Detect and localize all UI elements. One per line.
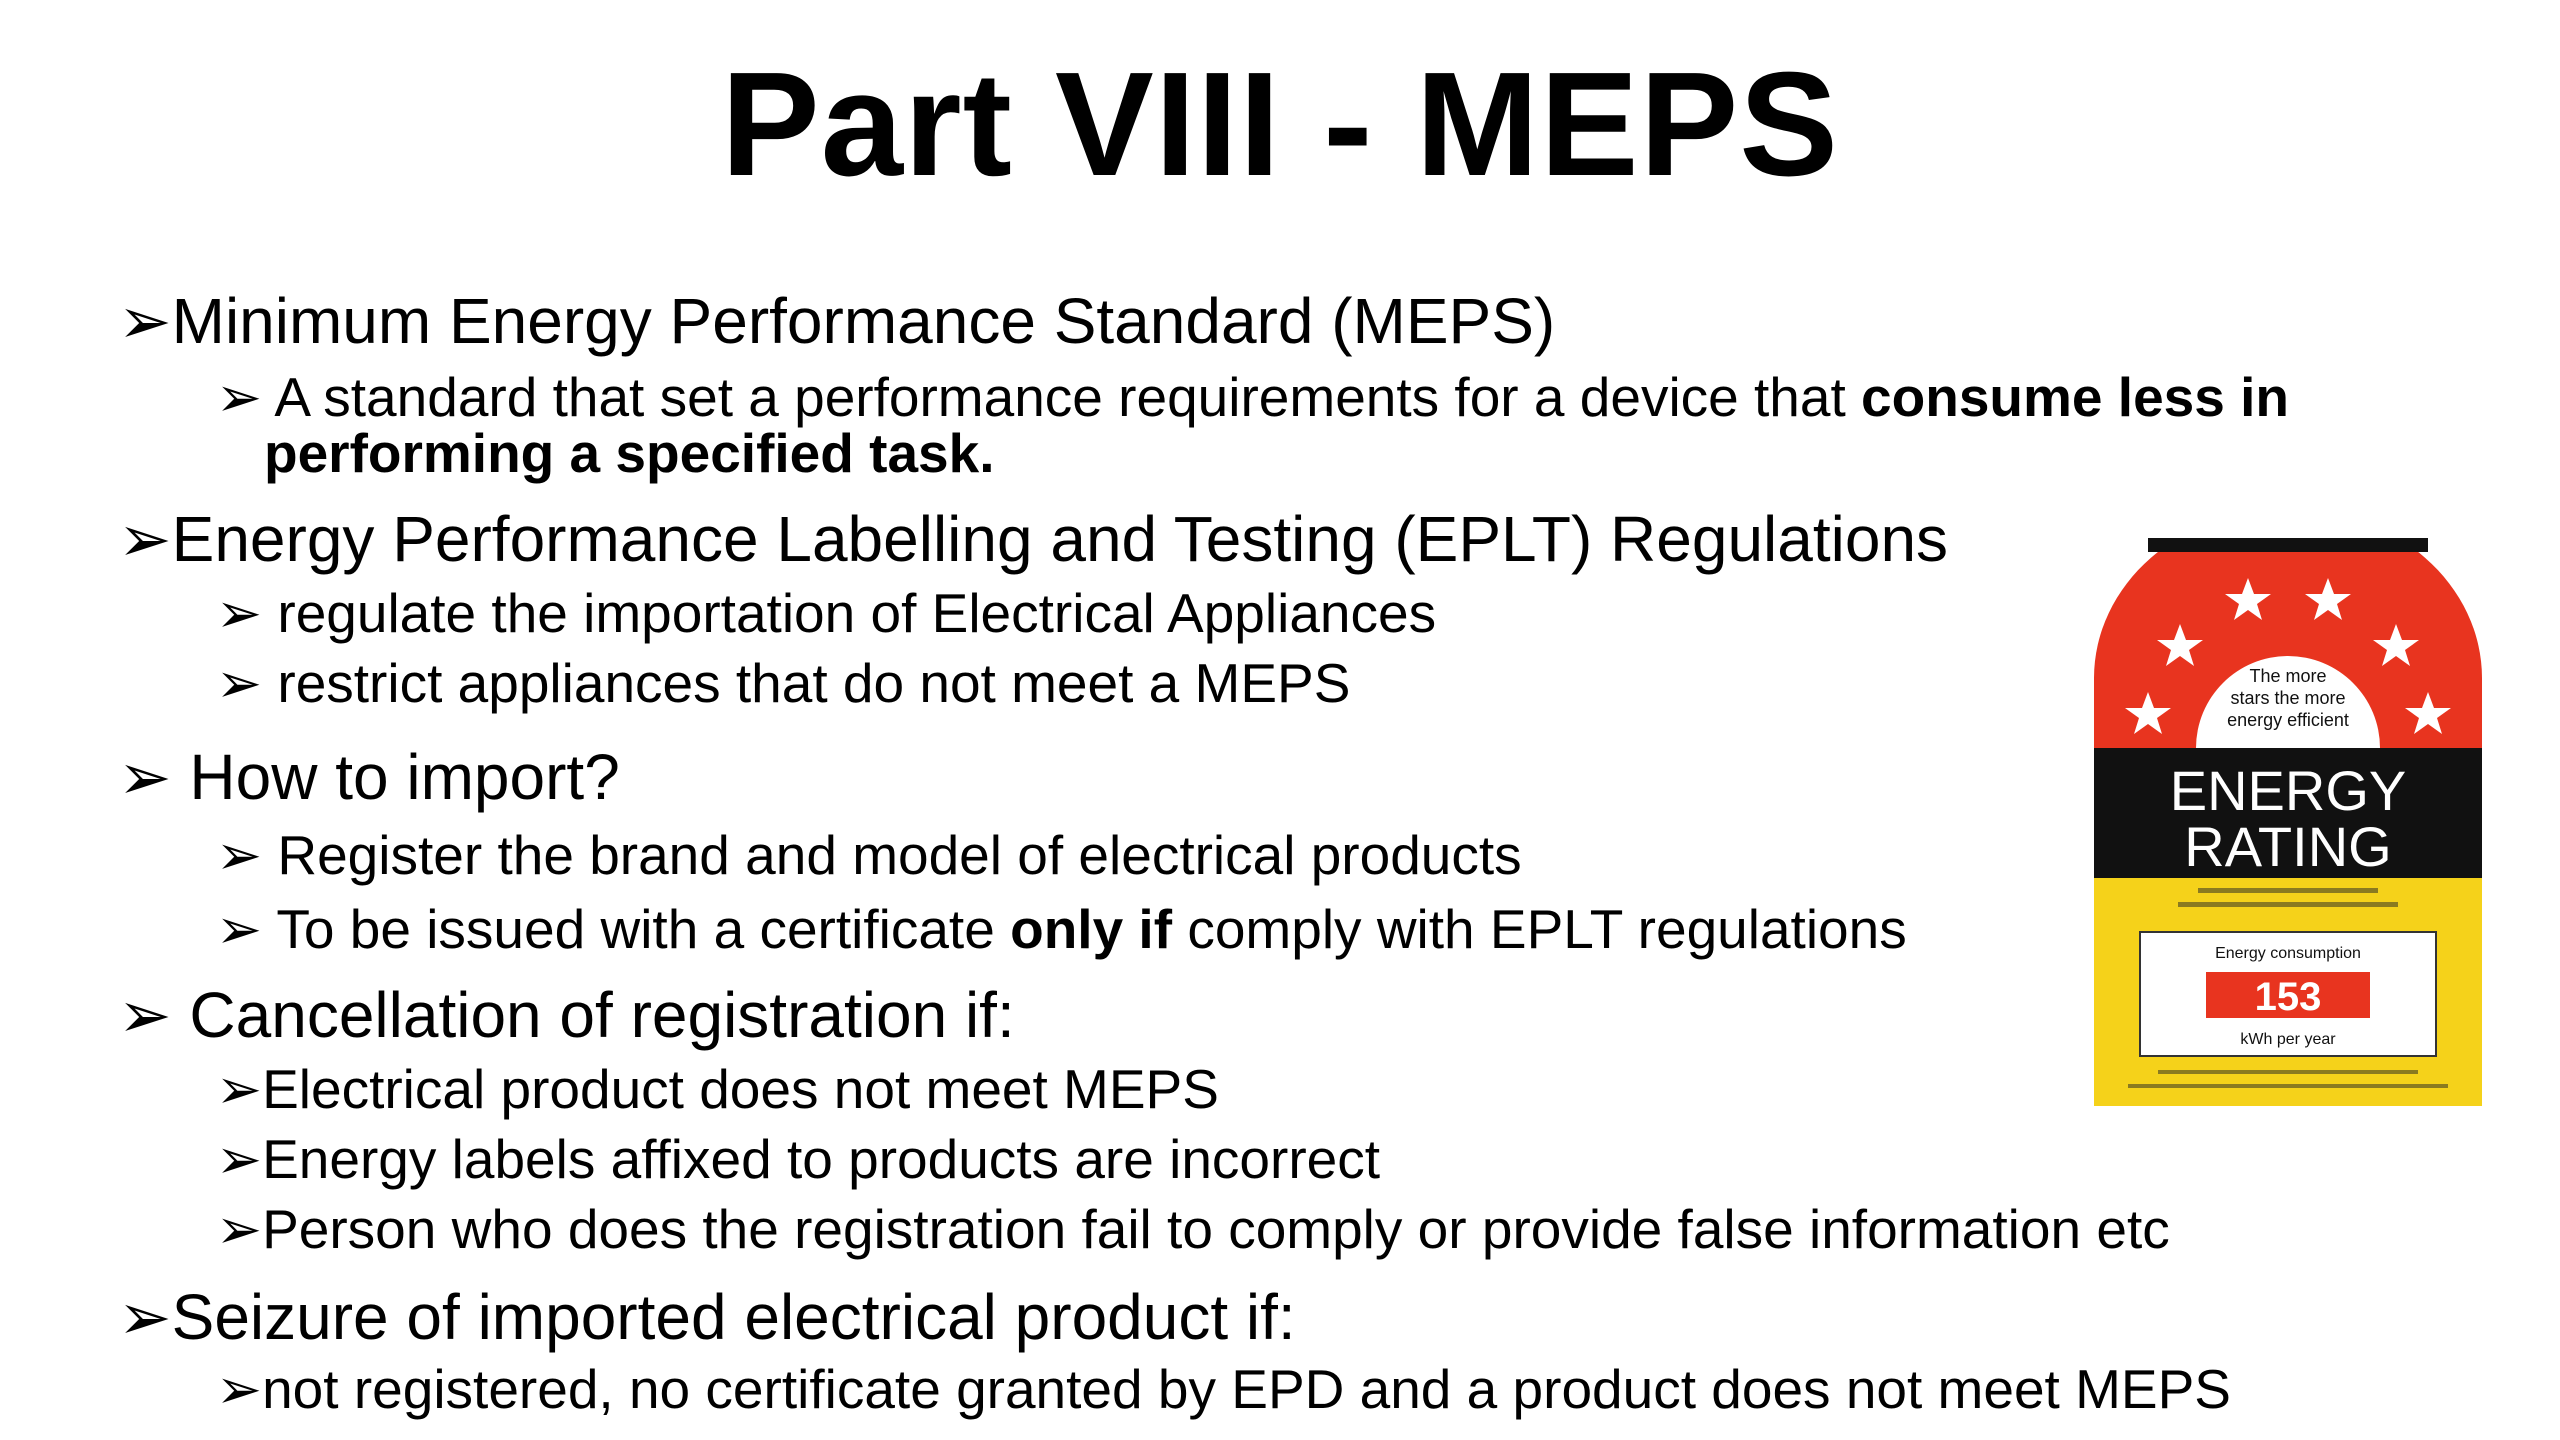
sub-bullet-eplt-1-text: regulate the importation of Electrical Appliances [277, 582, 1437, 644]
sub-bullet-cancel-3 [216, 1198, 2170, 1260]
arrow-bullet-icon: ➢ [216, 366, 263, 428]
arrow-bullet-icon: ➢ [216, 1058, 263, 1120]
label-tagline-1: The more [2249, 666, 2327, 686]
label-consumption-title: Energy consumption [2215, 945, 2361, 962]
arrow-bullet-icon: ➢ [118, 503, 172, 575]
sub-bullet-import-1 [216, 824, 1522, 886]
sub-bullet-cancel-2 [216, 1128, 1380, 1190]
bullet-meps-text: Minimum Energy Performance Standard (MEPS) [171, 285, 1556, 357]
sub-bullet-meps-1-continued: performing a specified task. [264, 422, 995, 484]
arrow-bullet-icon: ➢ [216, 898, 263, 960]
arrow-bullet-icon: ➢ [216, 824, 263, 886]
energy-rating-label [2088, 538, 2488, 1112]
sub-bullet-cancel-2-text: Energy labels affixed to products are incorrect [262, 1128, 1381, 1190]
arrow-bullet-icon: ➢ [216, 582, 263, 644]
sub-bullet-seizure-1-text: not registered, no certificate granted by EPD and a product does not meet MEPS [262, 1358, 2231, 1420]
sub-bullet-cancel-1-text: Electrical product does not meet MEPS [262, 1058, 1219, 1120]
bullet-meps [118, 284, 1555, 358]
sub-bullet-eplt-1 [216, 582, 1436, 644]
sub-bullet-import-2-bold: only if [1010, 898, 1173, 960]
bullet-eplt-text: Energy Performance Labelling and Testing (EPLT) Regulations [171, 503, 1949, 575]
arrow-bullet-icon: ➢ [216, 652, 263, 714]
label-tagline-2: stars the more [2230, 688, 2346, 708]
bullet-seizure [118, 1280, 1296, 1354]
label-tagline-3: energy efficient [2227, 710, 2349, 730]
bullet-cancel-text: Cancellation of registration if: [189, 979, 1015, 1051]
sub-bullet-meps-1 [216, 366, 2289, 428]
arrow-bullet-icon: ➢ [216, 1358, 263, 1420]
sub-bullet-meps-1-bold: consume less in [1861, 366, 2289, 428]
sub-bullet-import-1-text: Register the brand and model of electrical products [277, 824, 1522, 886]
slide-title: Part VIII - MEPS [720, 42, 1840, 207]
bullet-import [118, 740, 620, 814]
label-consumption-unit: kWh per year [2240, 1031, 2336, 1048]
bullet-eplt [118, 502, 1948, 576]
bullet-seizure-text: Seizure of imported electrical product if: [171, 1281, 1296, 1353]
sub-bullet-import-2-post: comply with EPLT regulations [1172, 898, 1907, 960]
arrow-bullet-icon: ➢ [118, 1281, 172, 1353]
sub-bullet-eplt-2 [216, 652, 1350, 714]
arrow-bullet-icon: ➢ [118, 979, 172, 1051]
sub-bullet-import-2-pre: To be issued with a certificate [276, 898, 1011, 960]
bullet-import-text: How to import? [189, 741, 620, 813]
arrow-bullet-icon: ➢ [216, 1128, 263, 1190]
label-consumption-value: 153 [2254, 975, 2322, 1019]
bullet-cancel [118, 978, 1015, 1052]
sub-bullet-eplt-2-text: restrict appliances that do not meet a MEPS [277, 652, 1351, 714]
arrow-bullet-icon: ➢ [118, 741, 172, 813]
energy-rating-label-graphic [2088, 538, 2488, 1112]
sub-bullet-cancel-1 [216, 1058, 1219, 1120]
label-heading-energy: ENERGY [2169, 759, 2407, 822]
sub-bullet-seizure-1 [216, 1358, 2231, 1420]
sub-bullet-meps-1-text: A standard that set a performance requirements for a device that [274, 366, 1862, 428]
arrow-bullet-icon: ➢ [118, 285, 172, 357]
sub-bullet-cancel-3-text: Person who does the registration fail to comply or provide false information etc [262, 1198, 2170, 1260]
arrow-bullet-icon: ➢ [216, 1198, 263, 1260]
sub-bullet-import-2 [216, 898, 1907, 960]
label-heading-rating: RATING [2184, 815, 2392, 878]
